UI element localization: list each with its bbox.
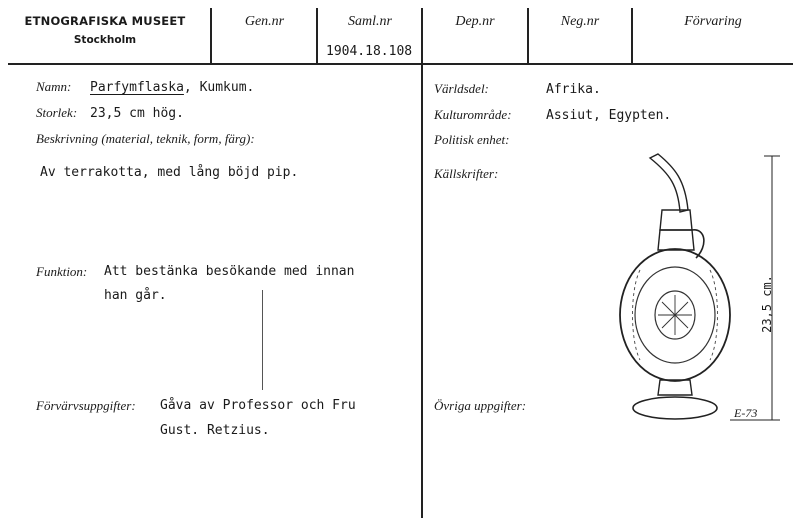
museum-name: ETNOGRAFISKA MUSEET <box>24 14 186 28</box>
kallskrifter-label: Källskrifter: <box>434 166 499 181</box>
museum-city: Stockholm <box>73 34 137 46</box>
dimension-label: 23,5 cm. <box>759 275 774 333</box>
funktion-line2: han går. <box>104 288 167 303</box>
ovriga-label: Övriga uppgifter: <box>434 398 527 413</box>
namn-label: Namn: <box>36 79 72 94</box>
beskrivning-value: Av terrakotta, med lång böjd pip. <box>40 165 299 180</box>
forvarv-line2: Gust. Retzius. <box>160 423 270 438</box>
storlek-label: Storlek: <box>36 105 78 120</box>
header-divider <box>527 8 529 63</box>
kultur-label: Kulturområde: <box>434 107 512 122</box>
flask-neck-ring <box>658 230 694 250</box>
forvarv-label: Förvärvsuppgifter: <box>36 398 136 413</box>
forvarv-line1: Gåva av Professor och Fru <box>160 398 356 413</box>
funktion-line1: Att bestänka besökande med innan <box>104 264 355 279</box>
header-divider <box>631 8 633 63</box>
header-bottom-rule <box>8 63 793 65</box>
namn-value-rest: , Kumkum. <box>183 80 255 95</box>
politisk-label: Politisk enhet: <box>434 132 510 147</box>
forvaring-label: Förvaring <box>684 14 742 29</box>
gen-nr-label: Gen.nr <box>244 14 285 29</box>
kultur-value: Assiut, Egypten. <box>546 108 672 123</box>
funktion-label: Funktion: <box>36 264 88 279</box>
drawing-reference: E-73 <box>734 406 758 420</box>
flask-rosette <box>658 295 692 335</box>
header-divider <box>210 8 212 63</box>
neg-nr-label: Neg.nr <box>560 14 600 29</box>
pencil-mark <box>262 290 263 390</box>
center-divider <box>421 8 423 518</box>
flask-spout <box>650 154 688 212</box>
flask-foot <box>633 397 717 419</box>
saml-nr-value: 1904.18.108 <box>326 44 413 59</box>
varldsdel-value: Afrika. <box>546 82 601 97</box>
beskrivning-label: Beskrivning (material, teknik, form, färg): <box>36 131 255 146</box>
saml-nr-label: Saml.nr <box>348 14 392 29</box>
header-divider <box>316 8 318 63</box>
namn-value <box>90 80 254 95</box>
varldsdel-label: Världsdel: <box>434 81 489 96</box>
flask-stem <box>658 380 692 395</box>
flask-neck <box>660 210 692 230</box>
dep-nr-label: Dep.nr <box>455 14 495 29</box>
storlek-value: 23,5 cm hög. <box>90 106 184 121</box>
namn-value-main: Parfymflaska <box>90 80 184 95</box>
